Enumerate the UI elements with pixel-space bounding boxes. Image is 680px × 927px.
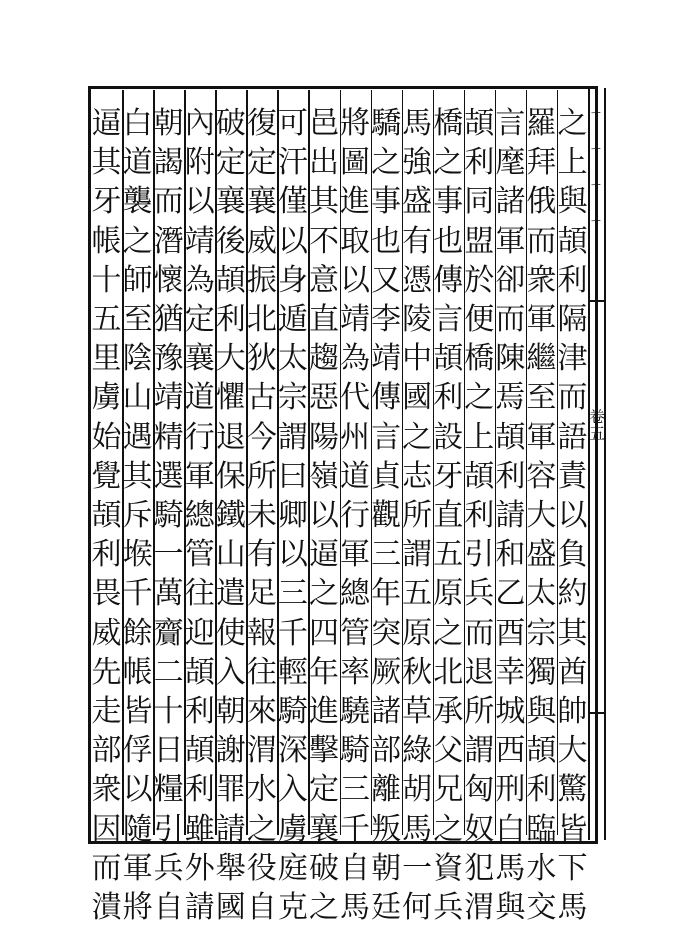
text-column: 破定襄後頡利大懼退保鐵山遣使入朝謝罪請舉國 (215, 106, 246, 926)
text-column: 言麾諸軍卻而陳焉頡利請和乙酉幸城西刑白馬與 (495, 106, 526, 926)
margin-tick-marks: ㄧ ㄧ ㄧ ㄧ (589, 106, 603, 230)
text-column: 頡利同盟於便橋之上頡利引兵而退所謂匈奴犯渭 (464, 106, 495, 926)
text-column: 之上與頡利隔津而語責以負約其酋帥大驚皆下馬 (557, 106, 588, 926)
text-column: 將圖進取以靖為代州道行軍總管率驍騎三千自馬 (340, 106, 371, 926)
text-column: 馬強盛有憑陵中國之志所謂五原秋草綠胡馬一何 (402, 106, 433, 926)
text-column: 羅拜俄而衆軍繼至軍容大盛太宗獨與頡利臨水交 (526, 106, 557, 926)
text-column: 白道襲之師至陰山遇其斥堠千餘帳皆俘以隨軍將 (122, 106, 153, 926)
text-column: 邑出其不意直趨惡陽嶺以逼之四年進擊定襄破之 (308, 106, 339, 926)
text-column: 內附以靖為定襄道行軍總管往迎頡利頡利雖外請 (184, 106, 215, 926)
text-column: 橋之事也傳言頡利設牙直五原之北承父兄之資兵 (433, 106, 464, 926)
text-column: 逼其牙帳十五里虜始覺頡利畏威先走部衆因而潰 (91, 106, 122, 926)
text-column: 驕之事也又李靖傳言貞觀三年突厥諸部離叛朝廷 (371, 106, 402, 926)
chapter-label: 卷五 (588, 407, 605, 443)
text-column: 復定襄威振北狄古今所未有足報往來渭水之役自 (246, 106, 277, 926)
text-column: 朝謁而潛懷猶豫靖精選騎一萬齎二十日糧引兵自 (153, 106, 184, 926)
text-column: 可汗僅以身遁太宗謂曰卿以三千輕騎深入虜庭克 (277, 106, 308, 926)
